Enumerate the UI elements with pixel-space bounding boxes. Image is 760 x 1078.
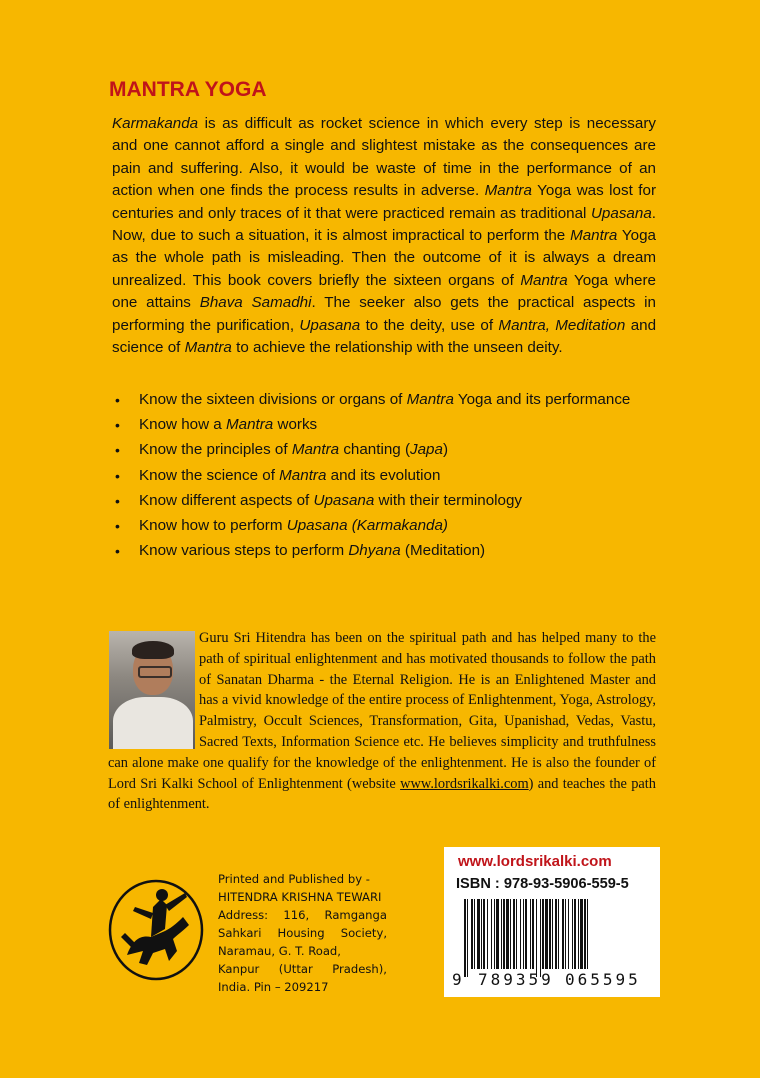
bullet-icon: • [115,442,120,459]
barcode-bar [552,899,553,969]
barcode-bar [574,899,576,969]
publisher-address: Sahkari Housing Society, [218,926,387,940]
barcode-website: www.lordsrikalki.com [458,853,612,870]
italic-term: Mantra [225,416,274,434]
barcode-bar [464,899,466,977]
photo-spacer [108,628,199,752]
barcode-bar [532,899,534,969]
barcode-bar [530,899,531,969]
barcode-bar [513,899,515,969]
item-text: Know how a [139,416,226,434]
italic-term: Upasana [313,491,375,509]
barcode-bar [467,899,468,977]
item-text: Know the principles of [139,441,292,459]
barcode-bar [471,899,473,969]
item-text: Know various steps to perform [139,542,349,560]
barcode-bar [520,899,521,969]
italic-term: Upasana (Karmakanda) [286,516,448,534]
italic-term: Upasana [590,204,652,222]
barcode-bar [545,899,548,969]
description-text: to the deity, use of [360,316,499,334]
italic-term: Mantra, Meditation [498,316,626,334]
item-text: Know different aspects of [139,491,314,509]
bullet-icon: • [115,543,120,560]
barcode-bar [558,899,559,969]
barcode-bar [510,899,511,969]
item-text: Yoga and its performance [453,391,631,408]
barcode-bar [555,899,557,969]
isbn-barcode-panel [444,847,660,997]
feature-list-item [112,490,656,512]
italic-term: Upasana [299,316,361,334]
barcode-bar [494,899,495,969]
barcode-bar [481,899,482,969]
description-text: . Now, due to such a situation, it is almost impractical to perform the [112,204,656,245]
bio-text: Guru Sri Hitendra has been on the spiritual path and has helped many to the path of spiritual enlightenment and has motivated thousands to follow the path of Sanatan Dharma - the Eternal Religion. He is an Enlightened Master and has a vivid knowledge of the entire process of Enlightenment, Yoga, Astrology, Palmistry, Occult Sciences, Transformation, Gita, Upanishad, Vedas, Vastu, Sacred Texts, Information Science etc. He believes simplicity and truthfulness can alone make one qualify for the knowledge of the enlightenment. He is also the founder of Lord Sri Kalki School of Enlightenment (website [108,630,656,792]
publisher-line: Printed and Published by - [218,872,370,886]
italic-term: Mantra [406,391,454,408]
italic-term: Mantra [291,441,340,459]
item-text: works [273,416,318,434]
author-bio [108,628,656,815]
bullet-icon: • [115,517,120,534]
barcode-bar [483,899,485,969]
item-text: Know the sixteen divisions or organs of [139,391,407,408]
italic-term: Mantra [484,182,532,200]
barcode-bar [549,899,551,969]
italic-term: Mantra [184,339,232,357]
item-text: ) [442,441,449,459]
italic-term: Japa [410,441,443,459]
item-text: and its evolution [326,466,441,484]
barcode-bar [501,899,502,969]
publisher-info [218,870,387,996]
bio-text: ) and teaches the path of enlightenment. [108,775,656,813]
barcode-bar [491,899,492,969]
barcode-bar [542,899,544,969]
bullet-icon: • [115,417,120,434]
italic-term: Dhyana [348,542,401,560]
bullet-icon: • [115,467,120,484]
description-text: is as difficult as rocket science in which every step is necessary and one cannot afford a single and slightest mistake as the consequences are pain and suffering. Also, it would be waste of time in the performance of an action when one finds the process results in adverse. [112,115,656,200]
barcode-bar [536,899,537,977]
publisher-address: Kanpur (Uttar Pradesh), [218,962,387,976]
feature-list-item [112,389,656,411]
item-text: with their terminology [374,491,522,509]
description-text: Yoga where one attains [112,271,656,312]
isbn-number: ISBN : 978-93-5906-559-5 [456,876,629,892]
barcode-bar [562,899,564,969]
publisher-pin: India. Pin – 209217 [218,980,329,994]
barcode-bar [584,899,586,969]
book-description [112,113,656,359]
feature-list-item [112,439,656,461]
barcode-bar [523,899,524,969]
kalki-emblem-icon [107,877,205,981]
description-text: Yoga as the whole path is misleading. Then the outcome of it is always a dream unrealized. This book covers briefly the sixteen organs of [112,227,656,289]
bullet-icon: • [115,492,120,509]
item-text: chanting ( [339,441,411,459]
description-text: and science of [112,316,657,357]
barcode-bar [477,899,480,969]
feature-list-item [112,414,656,436]
item-text: (Meditation) [400,542,486,560]
description-text: to achieve the relationship with the unseen deity. [231,339,563,357]
publisher-address: Address: 116, Ramganga [218,908,387,922]
barcode-bar [587,899,588,969]
barcode-digits-left: 789359 [478,970,554,989]
description-text: . The seeker also gets the practical aspects in performing the purification, [112,294,656,334]
italic-term: Mantra [520,271,568,289]
italic-term: Mantra [570,227,618,245]
publisher-address: Naramau, G. T. Road, [218,944,341,958]
italic-term: Karmakanda [112,115,199,132]
barcode-bar [506,899,509,969]
barcode-bar [580,899,583,969]
italic-term: Mantra [279,466,327,484]
item-text: Know how to perform [139,516,287,534]
barcode-digit-first: 9 [452,970,462,989]
website-link[interactable]: www.lordsrikalki.com [400,775,529,792]
item-text: Know the science of [139,466,280,484]
barcode-bar [503,899,505,969]
book-title: MANTRA YOGA [109,78,267,101]
feature-list-item [112,515,656,537]
italic-term: Bhava Samadhi [199,294,312,312]
barcode-digits-right: 065595 [565,970,641,989]
barcode-bar [474,899,475,969]
feature-list-item [112,465,656,487]
barcode-bar [516,899,517,969]
feature-list-item [112,540,656,562]
barcode-bar [525,899,527,969]
barcode-bar [578,899,579,969]
publisher-name: HITENDRA KRISHNA TEWARI [218,890,382,904]
feature-list [112,389,656,565]
bullet-icon: • [115,392,120,408]
barcode-bar [487,899,488,969]
barcode-bar [565,899,566,969]
barcode-bar [572,899,573,969]
barcode-bar [540,899,541,977]
barcode-bar [496,899,499,969]
barcode-bar [568,899,569,969]
description-text: Yoga was lost for centuries and only traces of it that were practiced remain as traditional [112,182,657,222]
